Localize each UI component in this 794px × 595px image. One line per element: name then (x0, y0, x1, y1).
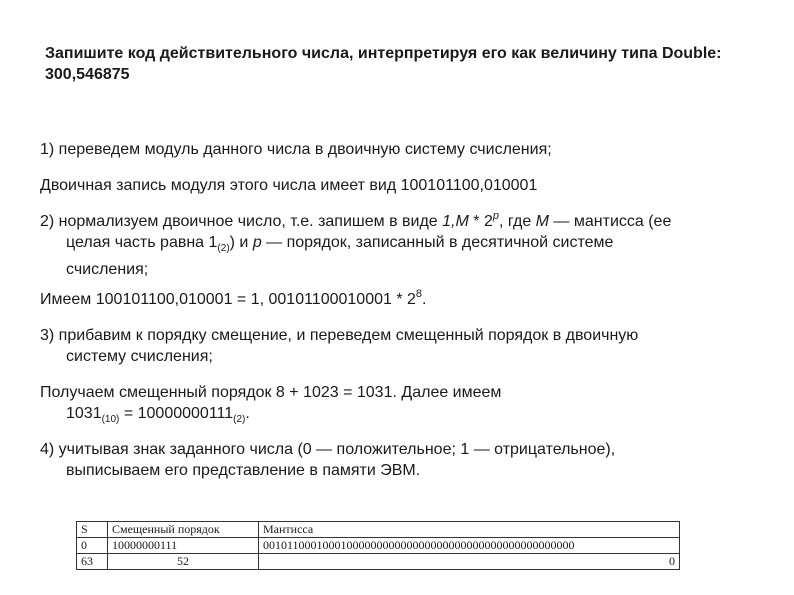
cell-exponent: 10000000111 (108, 538, 259, 554)
cell-mantissa: 0010110001000100000000000000000000000000000000000000 (259, 538, 680, 554)
bit-0: 0 (259, 554, 680, 570)
table-header-row (77, 522, 680, 538)
step-4-line-2: выписываем его представление в памяти ЭВМ. (66, 462, 421, 479)
result (40, 382, 780, 430)
bit-52: 52 (108, 554, 259, 570)
header-mantissa: Мантисса (259, 522, 680, 538)
cell-sign: 0 (77, 538, 108, 554)
step-4 (40, 439, 780, 481)
memory-table (76, 521, 680, 570)
binary-line: Двоичная запись модуля этого числа имеет вид 100101100,010001 (40, 177, 538, 194)
header-sign: S (77, 522, 108, 538)
step-2-line-2: целая часть равна $1_{(2)}$) и p — порядок, записанный в десятичной системе (66, 234, 614, 254)
bit-63: 63 (77, 554, 108, 570)
step-2-line-1: 2) нормализуем двоичное число, т.е. запишем в виде 1,M * 2$^p$, где M — мантисса (ее (40, 210, 672, 230)
table-row (77, 538, 680, 554)
step-2-line-3: счисления; (66, 261, 149, 278)
result-line-2: $1031_{(10)} = 10000000111_{(2)}$. (66, 405, 250, 425)
table-bits-row (77, 554, 680, 570)
step-3 (40, 325, 780, 367)
step-4-line-1: 4) учитывая знак заданного числа (0 — положительное; 1 — отрицательное), (40, 441, 616, 458)
step-1: 1) переведем модуль данного числа в двоичную систему счисления; (40, 141, 552, 158)
header-exponent: Смещенный порядок (108, 522, 259, 538)
step-3-line-1: 3) прибавим к порядку смещение, и переведем смещенный порядок в двоичную (40, 327, 639, 344)
have-line: Имеем 100101100,010001 = 1, $00101100010001 * 2^8$. (40, 288, 427, 308)
task-title: Запишите код действительного числа, интерпретируя его как величину типа Double: 300,546875 (45, 45, 722, 83)
result-line-1: Получаем смещенный порядок 8 + 1023 = 1031. Далее имеем (40, 384, 502, 401)
step-3-line-2: систему счисления; (66, 348, 213, 365)
step-2 (40, 211, 780, 280)
